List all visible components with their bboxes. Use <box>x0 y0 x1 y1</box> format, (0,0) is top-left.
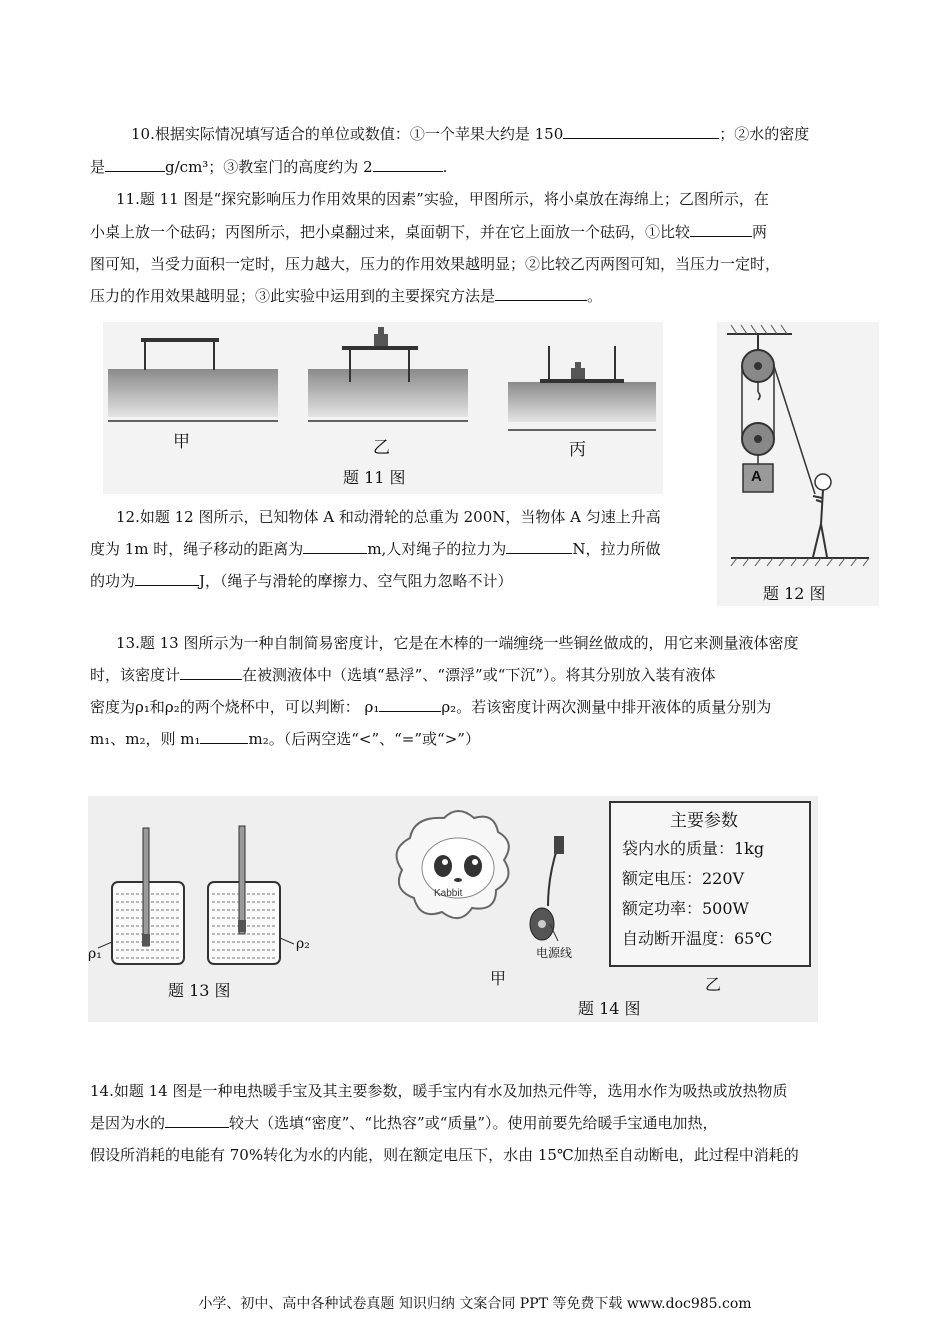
q14-line1: 14.如题 14 图是一种电热暖手宝及其主要参数，暖手宝内有水及加热元件等，选用水作为吸热或放热物质 <box>90 1082 788 1100</box>
q10-text: g/cm³；③教室门的高度约为 2 <box>165 158 373 176</box>
q11-text: 压力的作用效果越明显；③此实验中运用到的主要探究方法是 <box>90 287 496 305</box>
q10-text: ；②水的密度 <box>719 125 810 143</box>
q14-line3: 假设所消耗的电能有 70%转化为水的内能，则在额定电压下，水由 15℃加热至自动断电，此过程中消耗的 <box>90 1146 799 1164</box>
sponge-jia <box>108 369 278 417</box>
q14-line2 <box>90 1113 718 1133</box>
q12-line3 <box>90 571 513 591</box>
q13-blank-2[interactable] <box>379 697 441 712</box>
q13-blank-3[interactable] <box>200 729 248 744</box>
q13-text: 密度为 <box>90 698 136 716</box>
q11-blank-2[interactable] <box>495 286 587 301</box>
fig13-caption: 题 13 图 <box>168 981 231 1000</box>
fig14-label-yi: 乙 <box>705 975 722 994</box>
param-row-water-mass: 袋内水的质量：1kg <box>622 839 765 858</box>
q14-text: 较大（选填“密度”、“比热容”或“质量”）。使用前要先给暖手宝通电加热， <box>229 1114 718 1132</box>
q11-line4 <box>90 286 602 306</box>
q13-text: m₁、m₂，则 m₁ <box>90 730 201 748</box>
q13-text: 时，该密度计 <box>90 666 181 684</box>
cord-label: 电源线 <box>536 946 573 960</box>
figure-13-14 <box>88 796 818 1022</box>
q13-text: 和 <box>149 698 165 716</box>
q12-text: 的功为 <box>90 572 136 590</box>
q13-rho1: ρ₁ <box>364 698 380 716</box>
q12-line1: 12.如题 12 图所示，已知物体 A 和动滑轮的总重为 200N，当物体 A 匀速上升高 <box>116 508 661 526</box>
param-title: 主要参数 <box>670 811 738 831</box>
fig14-label-jia: 甲 <box>490 969 507 988</box>
q11-line2 <box>90 222 767 242</box>
figure-12 <box>717 322 879 606</box>
q10-blank-2[interactable] <box>105 157 165 172</box>
q10-text: 10.根据实际情况填写适合的单位或数值：①一个苹果大约是 150 <box>131 125 564 143</box>
q13-line3 <box>90 697 771 717</box>
fig11-label-yi: 乙 <box>373 438 390 458</box>
param-row-voltage: 额定电压：220V <box>622 869 745 888</box>
q13-text: 。若该密度计两次测量中排开液体的质量分别为 <box>456 698 772 716</box>
q14-blank-1[interactable] <box>165 1113 229 1128</box>
q10-text: . <box>442 158 448 176</box>
fig11-label-bing: 丙 <box>569 440 586 460</box>
q13-text: m₂。（后两空选“<”、“=”或“>”） <box>248 730 480 748</box>
fig11-caption: 题 11 图 <box>343 468 406 487</box>
fig12-caption: 题 12 图 <box>763 584 826 603</box>
q10-blank-1[interactable] <box>563 124 719 139</box>
q11-text: 。 <box>587 287 603 305</box>
fig14-caption: 题 14 图 <box>578 999 641 1018</box>
figure-11 <box>103 322 663 494</box>
q13-rho1: ρ₁ <box>135 698 150 716</box>
weight-bing <box>571 368 585 379</box>
q13-text: 在被测液体中（选填“悬浮”、“漂浮”或“下沉”）。将其分别放入装有液体 <box>242 666 716 684</box>
q12-line2 <box>90 539 660 559</box>
q12-blank-3[interactable] <box>135 571 199 586</box>
block-a-label: A <box>751 468 762 485</box>
fig13-rho1: ρ₁ <box>88 946 102 962</box>
q13-line2 <box>90 665 716 685</box>
fig11-label-jia: 甲 <box>173 432 190 452</box>
q13-blank-1[interactable] <box>180 665 242 680</box>
table-jia <box>141 338 219 342</box>
q12-blank-2[interactable] <box>506 539 572 554</box>
param-row-power: 额定功率：500W <box>622 899 749 918</box>
q10-blank-3[interactable] <box>373 157 443 172</box>
param-row-cutoff-temp: 自动断开温度：65℃ <box>622 929 773 948</box>
q12-text: N，拉力所做 <box>572 540 661 558</box>
q11-line3: 图可知，当受力面积一定时，压力越大，压力的作用效果越明显；②比较乙丙两图可知，当压力一定时， <box>90 255 781 273</box>
q13-rho2: ρ₂ <box>164 698 180 716</box>
q13-line4 <box>90 729 480 749</box>
person-head <box>815 474 831 490</box>
q10-text: 是 <box>90 158 106 176</box>
q10-line1 <box>131 124 809 144</box>
q13-rho2: ρ₂ <box>441 698 457 716</box>
q13-line1: 13.题 13 图所示为一种自制简易密度计，它是在木棒的一端缠绕一些铜丝做成的，用它来测量液体密度 <box>116 634 799 652</box>
q12-text: J，（绳子与滑轮的摩擦力、空气阻力忽略不计） <box>199 572 513 590</box>
q14-text: 是因为水的 <box>90 1114 166 1132</box>
q11-text: 小桌上放一个砝码；丙图所示，把小桌翻过来，桌面朝下，并在它上面放一个砝码，①比较 <box>90 223 691 241</box>
q11-text: 两 <box>752 223 768 241</box>
weight-yi <box>374 334 388 346</box>
q11-blank-1[interactable] <box>690 222 752 237</box>
q10-line2 <box>90 157 447 177</box>
q13-text: 的两个烧杯中，可以判断： <box>179 698 360 716</box>
figure-12-drawing <box>717 322 879 606</box>
table-yi <box>342 346 418 350</box>
page-footer: 小学、初中、高中各种试卷真题 知识归纳 文案合同 PPT 等免费下载 www.doc985.com <box>198 1296 752 1312</box>
q12-text: 度为 1m 时，绳子移动的距离为 <box>90 540 304 558</box>
table-bing <box>540 379 624 383</box>
sponge-yi <box>308 369 468 417</box>
q12-blank-1[interactable] <box>303 539 367 554</box>
fig13-rho2: ρ₂ <box>296 936 310 952</box>
brand-text: Kabbit <box>434 888 463 899</box>
q11-line1: 11.题 11 图是“探究影响压力作用效果的因素”实验，甲图所示，将小桌放在海绵上；乙图所示，在 <box>116 190 769 208</box>
q12-text: m,人对绳子的拉力为 <box>367 540 507 558</box>
sponge-bing <box>508 382 656 422</box>
